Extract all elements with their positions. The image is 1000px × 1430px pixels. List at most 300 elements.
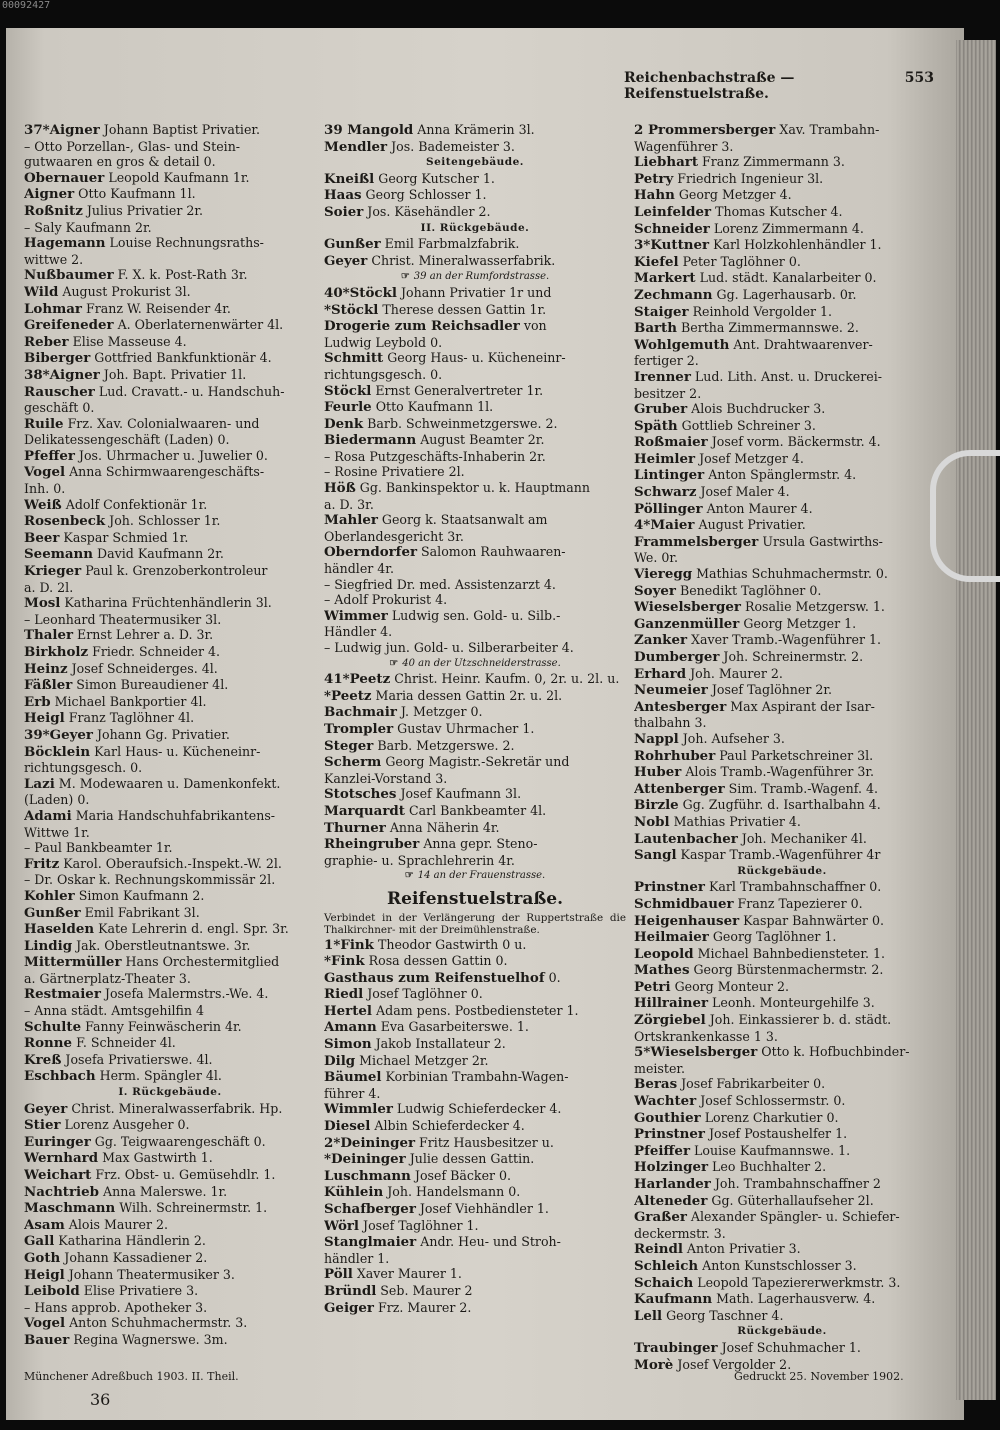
directory-entry: [324, 350, 626, 367]
entry-details: Joh. Maurer 2.: [686, 665, 783, 681]
entry-surname: Liebhart: [634, 154, 699, 171]
running-title: Reichenbachstraße — Reifenstuelstraße.: [624, 70, 795, 102]
directory-entry: [324, 1019, 626, 1036]
directory-entry: [634, 434, 930, 451]
entry-surname: Staiger: [634, 303, 689, 320]
directory-entry: [24, 170, 316, 187]
entry-surname: 2*Deininger: [324, 1134, 416, 1151]
directory-entry: [24, 154, 316, 170]
entry-surname: 1*Fink: [324, 936, 374, 953]
entry-surname: Trompler: [324, 720, 394, 737]
scan-label: 00092427: [2, 0, 51, 11]
entry-details: Barb. Metzgerswe. 2.: [373, 737, 515, 753]
entry-details: Simon Kaufmann 2.: [74, 887, 205, 903]
entry-details: August Beamter 2r.: [416, 432, 545, 448]
directory-entry: [24, 432, 316, 448]
directory-entry: [24, 1134, 316, 1151]
entry-surname: Schaich: [634, 1274, 694, 1291]
entry-details: Louise Kaufmannswe. 1.: [690, 1142, 851, 1158]
directory-entry: [634, 320, 930, 337]
entry-details: Ludwig Schieferdecker 4.: [392, 1101, 562, 1117]
directory-entry: [24, 448, 316, 465]
entry-details: Karl Haus- u. Kücheneinr-: [90, 743, 261, 759]
entry-surname: Vieregg: [634, 566, 693, 583]
directory-entry: [24, 1117, 316, 1134]
entry-details: Barb. Schweinmetzgerswe. 2.: [363, 415, 558, 431]
entry-details: Georg Metzger 4.: [674, 187, 792, 203]
entry-details: Josef Maler 4.: [696, 484, 790, 500]
entry-surname: Goth: [24, 1249, 61, 1266]
entry-surname: 41*Peetz: [324, 671, 391, 688]
directory-entry: [24, 252, 316, 268]
cross-reference: [324, 269, 626, 285]
entry-details: 0.: [544, 969, 561, 985]
directory-entry: [324, 953, 626, 970]
entry-details: Xav. Trambahn-: [775, 122, 880, 137]
entry-surname: Späth: [634, 417, 678, 434]
directory-entry: [634, 1176, 930, 1193]
entry-details: Karl Trambahnschaffner 0.: [704, 879, 882, 895]
entry-details: Lorenz Charkutier 0.: [700, 1109, 839, 1125]
directory-entry: [324, 738, 626, 755]
entry-surname: Rheingruber: [324, 836, 420, 853]
entry-surname: Wieselsberger: [634, 599, 741, 616]
entry-details: – Dr. Oskar k. Rechnungskommissär 2l.: [24, 872, 276, 888]
directory-entry: [24, 612, 316, 628]
entry-details: Wittwe 1r.: [24, 824, 90, 840]
entry-details: Georg Haus- u. Kücheneinr-: [383, 350, 566, 366]
entry-surname: Gunßer: [24, 904, 81, 921]
entry-surname: Roßmaier: [634, 434, 708, 451]
entry-details: – Anna städt. Amtsgehilfin 4: [24, 1003, 205, 1019]
directory-entry: [634, 171, 930, 188]
directory-entry: [324, 1151, 626, 1168]
entry-surname: Stier: [24, 1117, 61, 1134]
entry-details: Regina Wagnerswe. 3m.: [69, 1331, 228, 1347]
entry-details: Lud. Cravatt.- u. Handschuh-: [94, 383, 285, 399]
entry-surname: Geiger: [324, 1299, 374, 1316]
entry-details: – Paul Bankbeamter 1r.: [24, 840, 173, 856]
entry-surname: Haselden: [24, 921, 95, 938]
entry-surname: Erb: [24, 693, 51, 710]
entry-surname: Nobl: [634, 813, 670, 830]
entry-surname: Thaler: [24, 627, 74, 644]
directory-entry: [324, 464, 626, 480]
directory-entry: [324, 544, 626, 561]
directory-entry: [324, 671, 626, 688]
entry-details: Georg k. Staatsanwalt am: [377, 512, 548, 528]
entry-surname: Marquardt: [324, 802, 405, 819]
entry-details: Adolf Confektionär 1r.: [61, 496, 208, 512]
directory-entry: [324, 1135, 626, 1152]
entry-surname: Maschmann: [24, 1200, 116, 1217]
directory-entry: [324, 820, 626, 837]
directory-entry: [324, 122, 626, 139]
entry-surname: Lintinger: [634, 467, 705, 484]
entry-surname: *Peetz: [324, 687, 372, 704]
entry-details: Anton Schuhmachermstr. 3.: [65, 1315, 248, 1331]
entry-surname: Wimmler: [324, 1101, 393, 1118]
directory-entry: [324, 1201, 626, 1218]
entry-details: Johann Theatermusiker 3.: [64, 1266, 235, 1282]
entry-details: Korbinian Trambahn-Wagen-: [381, 1069, 569, 1085]
entry-surname: Krieger: [24, 563, 82, 580]
directory-entry: [24, 1332, 316, 1349]
entry-details: richtungsgesch. 0.: [24, 760, 143, 776]
entry-details: Leo Buchhalter 2.: [708, 1159, 827, 1175]
directory-entry: [24, 954, 316, 971]
directory-entry: [324, 1300, 626, 1317]
entry-details: Josefa Privatierswe. 4l.: [61, 1051, 213, 1067]
entry-details: Joh. Trambahnschaffner 2: [710, 1176, 881, 1191]
directory-entry: [24, 1300, 316, 1316]
entry-surname: 38*Aigner: [24, 366, 100, 383]
entry-details: Leopold Kaufmann 1r.: [104, 169, 250, 185]
directory-entry: [634, 237, 930, 254]
entry-surname: *Stöckl: [324, 301, 379, 318]
directory-entry: [324, 577, 626, 593]
building-section-heading: Seitengebäude.: [426, 156, 524, 169]
entry-details: – Siegfried Dr. med. Assistenzarzt 4.: [324, 576, 556, 592]
entry-surname: Nachtrieb: [24, 1183, 100, 1200]
entry-surname: Pöll: [324, 1266, 353, 1283]
entry-surname: Gouthier: [634, 1109, 701, 1126]
directory-entry: [24, 776, 316, 793]
entry-surname: Biedermann: [324, 432, 417, 449]
entry-details: Georg Taglöhner 1.: [708, 929, 837, 945]
entry-details: Michael Bankportier 4l.: [50, 693, 207, 709]
directory-entry: [24, 986, 316, 1003]
entry-details: Math. Lagerhausverw. 4.: [712, 1291, 876, 1307]
entry-surname: 4*Maier: [634, 517, 695, 534]
entry-surname: Bründl: [324, 1282, 377, 1299]
entry-surname: Holzinger: [634, 1159, 709, 1176]
entry-surname: Drogerie zum Reichsadler: [324, 318, 520, 335]
directory-entry: [634, 995, 930, 1012]
directory-entry: [634, 254, 930, 271]
entry-details: Jos. Käsehändler 2.: [363, 203, 491, 219]
directory-entry: [634, 1275, 930, 1292]
entry-details: Reinhold Vergolder 1.: [688, 303, 833, 319]
entry-details: Simon Bureaudiener 4l.: [72, 677, 229, 693]
directory-entry: [324, 367, 626, 383]
entry-surname: Wimmer: [324, 607, 388, 624]
directory-entry: [634, 666, 930, 683]
entry-surname: Nußbaumer: [24, 267, 114, 284]
entry-details: Georg Schlosser 1.: [361, 187, 487, 203]
entry-surname: Rauscher: [24, 383, 95, 400]
entry-details: Benedikt Taglöhner 0.: [675, 582, 822, 598]
directory-entry: [324, 1218, 626, 1235]
entry-surname: Zörgiebel: [634, 1012, 706, 1029]
entry-surname: Graßer: [634, 1209, 687, 1226]
directory-entry: [324, 187, 626, 204]
entry-surname: Heimler: [634, 450, 696, 467]
entry-surname: Mathes: [634, 962, 690, 979]
directory-entry: [24, 872, 316, 888]
entry-surname: Vogel: [24, 464, 66, 481]
directory-entry: [24, 644, 316, 661]
directory-entry: [634, 797, 930, 814]
entry-surname: Fäßler: [24, 677, 73, 694]
entry-details: Maria Handschuhfabrikantens-: [71, 807, 276, 823]
entry-surname: 3*Kuttner: [634, 237, 710, 254]
cross-reference: [324, 656, 626, 672]
directory-entry: [634, 534, 930, 551]
directory-entry: [24, 301, 316, 318]
directory-entry: [324, 1069, 626, 1086]
entry-surname: Bäumel: [324, 1069, 382, 1086]
directory-entry: [24, 888, 316, 905]
entry-details: – Otto Porzellan-, Glas- und Stein-: [24, 138, 241, 154]
directory-entry: [24, 677, 316, 694]
directory-entry: [634, 831, 930, 848]
directory-entry: [634, 154, 930, 171]
directory-entry: [324, 771, 626, 787]
entry-surname: Schulte: [24, 1018, 82, 1035]
entry-details: Ursula Gastwirths-: [758, 533, 883, 549]
entry-surname: Beras: [634, 1076, 678, 1093]
entry-details: Johann Gg. Privatier.: [92, 726, 230, 742]
entry-surname: Zanker: [634, 632, 688, 649]
directory-entry: [324, 688, 626, 705]
entry-details: – Hans approb. Apotheker 3.: [24, 1299, 208, 1315]
directory-entry: [24, 367, 316, 384]
directory-entry: [634, 386, 930, 402]
directory-entry: [634, 304, 930, 321]
entry-surname: Mendler: [324, 138, 388, 155]
entry-surname: Lell: [634, 1307, 663, 1324]
entry-surname: Irenner: [634, 368, 691, 385]
entry-surname: Greifeneder: [24, 317, 114, 334]
directory-entry: [24, 627, 316, 644]
street-title: Reifenstuelstraße.: [387, 888, 563, 909]
directory-entry: [634, 517, 930, 534]
directory-entry: [24, 1184, 316, 1201]
entry-surname: 39*Geyer: [24, 726, 93, 743]
entry-details: Jos. Uhrmacher u. Juwelier 0.: [74, 447, 268, 463]
entry-details: Josef Postaushelfer 1.: [704, 1126, 848, 1142]
entry-details: – Rosa Putzgeschäfts-Inhaberin 2r.: [324, 448, 546, 464]
entry-details: Herm. Spängler 4l.: [95, 1068, 222, 1084]
directory-entry: [24, 1035, 316, 1052]
directory-entry: [324, 432, 626, 449]
entry-details: Michael Bahnbediensteter. 1.: [693, 945, 886, 961]
directory-entry: [634, 1093, 930, 1110]
directory-entry: [634, 1258, 930, 1275]
entry-surname: Geyer: [324, 252, 368, 269]
entry-details: Josef Fabrikarbeiter 0.: [677, 1076, 826, 1092]
directory-entry: [24, 710, 316, 727]
entry-surname: Neumeier: [634, 682, 708, 699]
directory-entry: [24, 334, 316, 351]
entry-details: August Privatier.: [694, 517, 806, 533]
directory-entry: [24, 580, 316, 596]
entry-details: Therese dessen Gattin 1r.: [378, 301, 547, 317]
directory-entry: [634, 731, 930, 748]
entry-surname: Stotsches: [324, 786, 397, 803]
entry-details: Elise Privatiere 3.: [79, 1283, 199, 1299]
directory-entry: [324, 704, 626, 721]
directory-entry: [24, 744, 316, 761]
entry-details: Joh. Schreinermstr. 2.: [719, 649, 864, 664]
directory-entry: [634, 879, 930, 896]
directory-entry: [324, 204, 626, 221]
entry-details: Gustav Uhrmacher 1.: [393, 720, 535, 736]
entry-surname: Markert: [634, 270, 696, 287]
entry-details: Joh. Schlosser 1r.: [105, 513, 221, 529]
entry-details: besitzer 2.: [634, 385, 702, 401]
directory-entry: [634, 896, 930, 913]
directory-entry: [634, 1143, 930, 1160]
entry-surname: Hahn: [634, 187, 675, 204]
entry-details: Paul k. Grenzoberkontroleur: [81, 563, 268, 579]
directory-entry: [634, 962, 930, 979]
directory-entry: [324, 937, 626, 954]
entry-details: Alois Maurer 2.: [64, 1216, 169, 1232]
entry-details: Xaver Maurer 1.: [352, 1266, 462, 1282]
entry-details: Josef Schlossermstr. 0.: [696, 1093, 846, 1109]
directory-entry: [324, 803, 626, 820]
directory-entry: [634, 550, 930, 566]
entry-details: a. D. 3r.: [324, 496, 374, 512]
directory-entry: [24, 1250, 316, 1267]
column-left: [24, 122, 316, 1349]
directory-entry: [634, 1340, 930, 1357]
entry-surname: Prinstner: [634, 1126, 705, 1143]
directory-entry: [324, 318, 626, 335]
entry-surname: Gasthaus zum Reifenstuelhof: [324, 969, 545, 986]
entry-surname: Prinstner: [634, 879, 705, 896]
directory-entry: [24, 267, 316, 284]
entry-details: Jos. Bademeister 3.: [387, 138, 515, 154]
entry-details: Anna Krämerin 3l.: [413, 122, 535, 137]
entry-surname: Gunßer: [324, 236, 381, 253]
entry-surname: Kühlein: [324, 1184, 384, 1201]
entry-surname: Kreß: [24, 1051, 62, 1068]
entry-surname: Schwarz: [634, 484, 697, 501]
directory-entry: [24, 563, 316, 580]
entry-details: Fritz Hausbesitzer u.: [415, 1134, 554, 1150]
directory-entry: [324, 836, 626, 853]
entry-surname: Heilmaier: [634, 929, 709, 946]
entry-surname: Dilg: [324, 1052, 356, 1069]
entry-surname: Antesberger: [634, 698, 727, 715]
directory-entry: [324, 1036, 626, 1053]
entry-surname: 2 Prommersberger: [634, 122, 776, 138]
entry-surname: 40*Stöckl: [324, 284, 397, 301]
directory-entry: [634, 1061, 930, 1077]
entry-surname: Gruber: [634, 401, 688, 418]
directory-entry: [634, 1209, 930, 1226]
entry-details: We. 0r.: [634, 550, 679, 566]
entry-details: Frz. Obst- u. Gemüsehdlr. 1.: [91, 1167, 276, 1182]
directory-entry: [634, 122, 930, 139]
directory-entry: [24, 1068, 316, 1085]
directory-entry: [634, 187, 930, 204]
directory-entry: [324, 139, 626, 156]
entry-details: Josef Schneiderges. 4l.: [67, 660, 218, 676]
entry-surname: *Fink: [324, 953, 365, 970]
entry-details: Lud. Lith. Anst. u. Druckerei-: [690, 368, 882, 384]
directory-entry: [24, 513, 316, 530]
directory-entry: [634, 699, 930, 716]
directory-entry: [24, 825, 316, 841]
directory-entry: [324, 640, 626, 656]
entry-details: Karol. Oberaufsich.-Inspekt.-W. 2l.: [59, 855, 282, 871]
building-section-heading: I. Rückgebäude.: [118, 1086, 222, 1099]
directory-entry: [324, 512, 626, 529]
page-number: 553: [904, 70, 934, 86]
entry-details: M. Modewaaren u. Damenkonfekt.: [54, 775, 281, 791]
directory-entry: [324, 721, 626, 738]
entry-surname: Geyer: [24, 1100, 68, 1117]
entry-details: Anton Spänglermstr. 4.: [704, 467, 857, 483]
directory-entry: [324, 1184, 626, 1201]
entry-details: Franz Tapezierer 0.: [733, 895, 863, 911]
entry-surname: Amann: [324, 1019, 377, 1036]
entry-details: Kaspar Bahnwärter 0.: [739, 912, 884, 928]
entry-surname: Wörl: [324, 1217, 360, 1234]
directory-entry: [634, 616, 930, 633]
entry-details: Kaspar Schmied 1r.: [59, 529, 189, 545]
cross-reference-text: 39 an der Rumfordstrasse.: [413, 271, 550, 283]
directory-entry: [24, 1003, 316, 1019]
entry-surname: Ganzenmüller: [634, 615, 740, 632]
entry-details: – Rosine Privatiere 2l.: [324, 464, 465, 480]
directory-entry: [324, 786, 626, 803]
entry-surname: Pfeiffer: [634, 1142, 691, 1159]
entry-details: Gg. Teigwaarengeschäft 0.: [90, 1133, 266, 1149]
directory-entry: [634, 715, 930, 731]
directory-entry: [324, 383, 626, 400]
entry-details: Franz W. Reisender 4r.: [81, 300, 231, 316]
entry-details: Anton Privatier 3.: [682, 1241, 801, 1257]
directory-entry: [24, 464, 316, 481]
entry-details: A. Oberlaternenwärter 4l.: [113, 317, 284, 333]
directory-entry: [324, 171, 626, 188]
entry-surname: Soyer: [634, 582, 676, 599]
directory-entry: [24, 905, 316, 922]
entry-surname: Mahler: [324, 512, 378, 529]
entry-details: Anna Näherin 4r.: [385, 819, 500, 835]
entry-details: Josef Bäcker 0.: [410, 1167, 512, 1183]
directory-entry: [324, 1086, 626, 1102]
entry-details: händler 4r.: [324, 561, 394, 577]
directory-entry: [634, 1226, 930, 1242]
entry-details: Louise Rechnungsraths-: [105, 235, 264, 251]
directory-entry: [634, 418, 930, 435]
entry-details: Christ. Mineralwasserfabrik.: [367, 252, 556, 268]
entry-surname: Wild: [24, 283, 59, 300]
pointing-hand-icon: ☞: [389, 657, 399, 669]
directory-entry: [324, 1168, 626, 1185]
directory-entry: [324, 253, 626, 270]
entry-surname: Rohrhuber: [634, 747, 716, 764]
directory-entry: [634, 369, 930, 386]
entry-details: Joh. Einkassierer b. d. städt.: [705, 1012, 892, 1028]
entry-details: Oberlandesgericht 3r.: [324, 528, 464, 544]
directory-entry: [24, 595, 316, 612]
entry-details: Otto Kaufmann 1l.: [74, 186, 196, 202]
entry-surname: Seemann: [24, 546, 94, 563]
directory-entry: [634, 599, 930, 616]
directory-entry: [24, 1283, 316, 1300]
directory-page: [6, 28, 964, 1420]
directory-entry: [324, 1283, 626, 1300]
entry-details: Anna Malerswe. 1r.: [99, 1183, 228, 1199]
entry-details: Josef Viehhändler 1.: [415, 1201, 549, 1216]
